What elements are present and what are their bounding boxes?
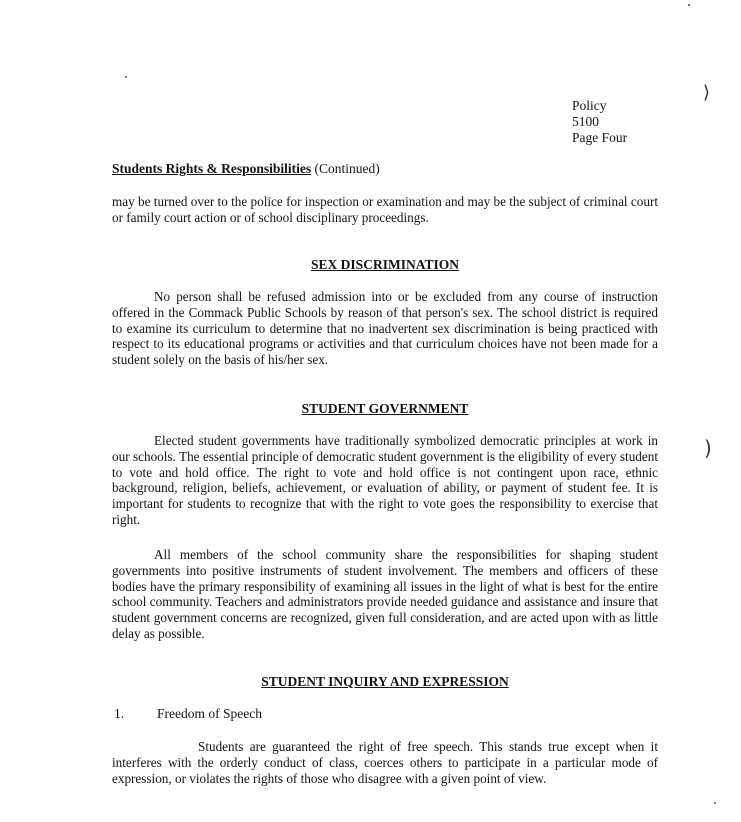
policy-number: 5100 bbox=[572, 114, 599, 129]
section-title-text: Students Rights & Responsibilities bbox=[112, 161, 312, 176]
section-title bbox=[112, 161, 380, 177]
item-number: 1. bbox=[114, 706, 125, 721]
policy-label: Policy bbox=[572, 98, 607, 113]
page-label: Page Four bbox=[572, 130, 628, 145]
student-government-paragraph-2: All members of the school community share the responsibilities for shaping student governments into positive instruments of student involvement. The members and officers of these bodies have the primary responsibility of examining all issues in the light of what is best for the entire school community. Teachers and administrators provide needed guidance and assistance and insure that student government concerns are recognized, given full consideration, and are acted upon with as little delay as possible. bbox=[112, 547, 658, 641]
intro-paragraph: may be turned over to the police for inspection or examination and may be the subject of criminal court or family court action or of school disciplinary proceedings. bbox=[112, 194, 658, 225]
hole-punch-mark: ⟩ bbox=[703, 82, 711, 103]
student-government-paragraph-1: Elected student governments have traditionally symbolized democratic principles at work in our schools. The essential principle of democratic student government is the eligibility of every student to vote and hold office. The right to vote and hold office is not contingent upon race, ethnic background, religion, beliefs, achievement, or evaluation of ability, or payment of student fee. It is important for students to recognize that with the right to vote goes the responsibility to exercise that right. bbox=[112, 433, 658, 527]
freedom-of-speech-paragraph: Students are guaranteed the right of free speech. This stands true except when it interferes with the orderly conduct of class, coerces others to participate in a particular mode of expression, or violates the rights of those who disagree with a given point of view. bbox=[112, 739, 658, 786]
hole-punch-mark: ) bbox=[704, 436, 712, 460]
student-government-heading: STUDENT GOVERNMENT bbox=[301, 401, 469, 416]
section-title-continued: (Continued) bbox=[311, 161, 380, 176]
scan-speck bbox=[688, 4, 690, 6]
scan-speck bbox=[714, 802, 716, 804]
student-inquiry-heading: STUDENT INQUIRY AND EXPRESSION bbox=[261, 674, 509, 689]
scan-speck bbox=[125, 76, 127, 78]
item-title: Freedom of Speech bbox=[157, 706, 262, 721]
policy-header bbox=[572, 98, 627, 146]
sex-discrimination-heading: SEX DISCRIMINATION bbox=[311, 257, 459, 272]
sex-discrimination-paragraph: No person shall be refused admission into or be excluded from any course of instruction offered in the Commack Public Schools by reason of that person's sex. The school district is required to examine its curriculum to determine that no inadvertent sex discrimination is being practiced with respect to its educational programs or activities and that curriculum choices have not been made for a student solely on the basis of his/her sex. bbox=[112, 289, 658, 368]
